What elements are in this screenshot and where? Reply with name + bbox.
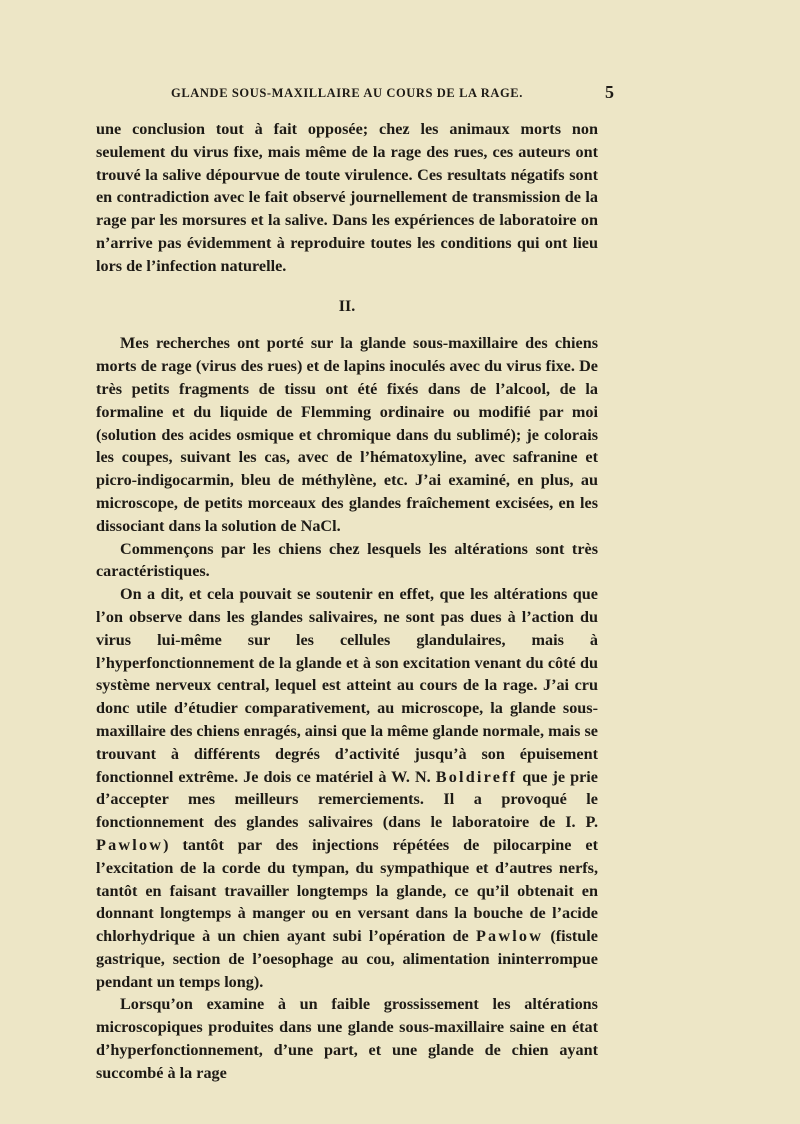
person-name-pawlow-2: Pawlow xyxy=(475,927,544,946)
paragraph-4-part-d: (fistule gastrique, section de l’oesophage au cou, alimentation ininterrompue pendant un temps long). xyxy=(96,927,598,991)
paragraph-3: Commençons par les chiens chez lesquels les altérations sont très caractéristiques. xyxy=(96,539,598,581)
page-number: 5 xyxy=(605,82,614,102)
paragraph-4-part-c: ) tantôt par des injections répétées de pilocarpine et l’excitation de la corde du tympan, du sympathique et d’autres nerfs, tantôt en faisant travailler longtemps la glande, ce qu’il obtenait en donnant longtemps à manger ou en versant dans la bouche de l’acide chlorhydrique à un chien ayant subi l’opération de xyxy=(96,835,598,946)
paragraph-5: Lorsqu’on examine à un faible grossissement les altérations microscopiques produites dans une glande sous-maxillaire saine en état d’hyperfonctionnement, d’une part, et une glande de chien ayant succombé à la rage xyxy=(96,995,598,1082)
running-title: GLANDE SOUS-MAXILLAIRE AU COURS DE LA RAGE. xyxy=(171,86,523,100)
paragraph-1: une conclusion tout à fait opposée; chez les animaux morts non seulement du virus fixe, mais même de la rage des rues, ces auteurs ont trouvé la salive dépourvue de toute virulence. Ces resultats négatifs sont en contradiction avec le fait observé journellement de transmission de la rage par les morsures et la salive. Dans les expériences de laboratoire on n’arrive pas évidemment à reproduire toutes les conditions qui ont lieu lors de l’infection naturelle. xyxy=(96,120,598,275)
section-number: II. xyxy=(338,297,356,315)
paragraph-4-part-a: On a dit, et cela pouvait se soutenir en effet, que les altérations que l’on observe dans les glandes salivaires, ne sont pas dues à l’action du virus lui-même sur les cellules glandulaires, mais à l’hyperfonctionnement de la glande et à son excitation venant du côté du système nerveux central, lequel est atteint au cours de la rage. J’ai cru donc utile d’étudier comparativement, au microscope, la glande sous-maxillaire des chiens enragés, ainsi que la même glande normale, mais se trouvant à différents degrés d’activité jusqu’à son épuisement fonctionnel extrême. Je dois ce matériel à W. N. xyxy=(96,585,598,786)
paragraph-4 xyxy=(96,583,598,993)
paragraph-2: Mes recherches ont porté sur la glande sous-maxillaire des chiens morts de rage (virus des rues) et de lapins inoculés avec du virus fixe. De très petits fragments de tissu ont été fixés dans de l’alcool, de la formaline et du liquide de Flemming ordinaire ou modifié par moi (solution des acides osmique et chromique dans du sublimé); je colorais les coupes, suivant les cas, avec de l’hématoxyline, avec safranine et picro-indigocarmin, bleu de méthylène, etc. J’ai examiné, en plus, au microscope, de petits morceaux des glandes fraîchement excisées, en les dissociant dans la solution de NaCl. xyxy=(96,334,598,535)
person-name-boldireff: Boldireff xyxy=(435,767,518,786)
paragraph-4-part-b: que je prie d’accepter mes meilleurs remerciements. Il a provoqué le fonctionnement des glandes salivaires (dans le laboratoire de I. P. xyxy=(96,767,598,832)
person-name-pawlow: Pawlow xyxy=(96,835,164,854)
body-text xyxy=(96,118,598,1085)
